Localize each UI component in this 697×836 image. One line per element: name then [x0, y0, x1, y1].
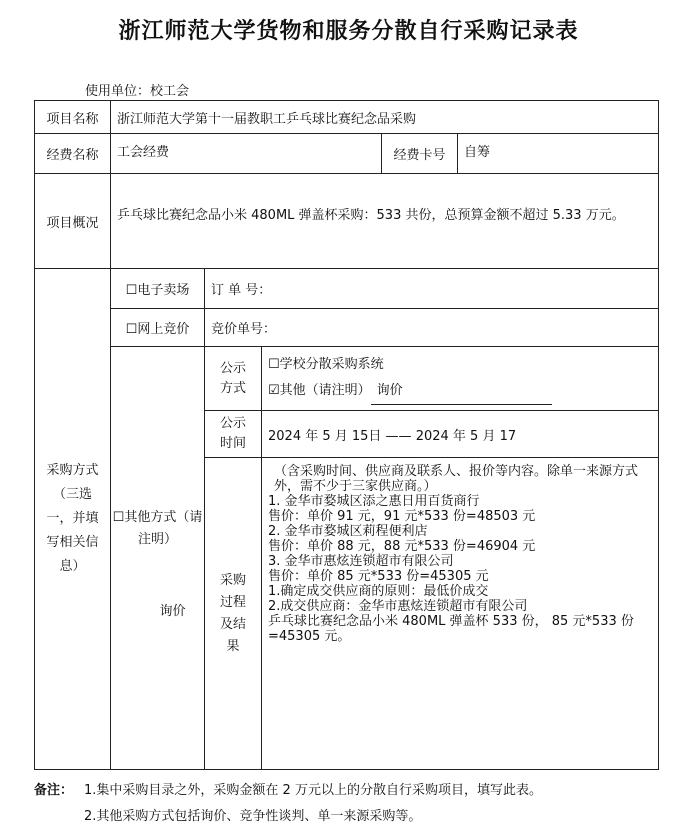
process-line: 售价：单价 88 元，88 元*533 份=46904 元	[268, 539, 536, 554]
procurement-form-table	[34, 100, 659, 770]
method-other-checkbox[interactable]: ☐其他方式（请注明）	[112, 510, 203, 547]
publicity-option-other[interactable]	[268, 378, 658, 405]
page-title: 浙江师范大学货物和服务分散自行采购记录表	[118, 19, 579, 44]
project-name-value[interactable]: 浙江师范大学第十一届教职工乒乓球比赛纪念品采购	[111, 101, 659, 134]
method-online-bid-checkbox[interactable]: ☐网上竞价	[111, 309, 205, 347]
process-line: 2.成交供应商：金华市惠炫连锁超市有限公司	[268, 599, 528, 614]
note-item: 2.其他采购方式包括询价、竞争性谈判、单一来源采购等。	[84, 809, 422, 824]
fund-card-value[interactable]: 自筹	[458, 134, 659, 174]
publicity-method-label: 公示方式	[205, 347, 262, 411]
publicity-method-options	[262, 347, 659, 411]
notes-label: 备注：	[34, 783, 74, 798]
method-label: 采购方式（三选一，并填写相关信息）	[35, 269, 111, 770]
process-line: 1. 金华市婺城区添之惠日用百货商行	[268, 494, 480, 509]
using-unit: 使用单位：校工会	[85, 84, 190, 99]
bid-no-field[interactable]: 竞价单号：	[205, 309, 659, 347]
fund-name-label: 经费名称	[35, 134, 111, 174]
process-content[interactable]	[262, 458, 659, 770]
process-line: 1.确定成交供应商的原则：最低价成交	[268, 584, 489, 599]
process-line: 乒乓球比赛纪念品小米 480ML 弹盖杯 533 份， 85 元*533 份=45305 元。	[268, 614, 634, 644]
order-no-field[interactable]: 订 单 号：	[205, 269, 659, 309]
method-other-value: 询价	[159, 604, 186, 619]
notes	[34, 778, 542, 830]
overview-label: 项目概况	[35, 174, 111, 269]
publicity-time-value[interactable]: 2024 年 5 月 15日 —— 2024 年 5 月 17	[262, 411, 659, 458]
process-line: 售价：单价 85 元*533 份=45305 元	[268, 569, 489, 584]
method-other-cell[interactable]	[111, 347, 205, 770]
process-line: 售价：单价 91 元，91 元*533 份=48503 元	[268, 509, 536, 524]
fund-card-label: 经费卡号	[382, 134, 458, 174]
method-ecommerce-checkbox[interactable]: ☐电子卖场	[111, 269, 205, 309]
process-label: 采购过程及结果	[205, 458, 262, 770]
publicity-option-other-value[interactable]: 询价	[371, 378, 552, 405]
note-item: 1.集中采购目录之外，采购金额在 2 万元以上的分散自行采购项目，填写此表。	[84, 783, 542, 798]
process-line: 3. 金华市惠炫连锁超市有限公司	[268, 554, 454, 569]
project-name-label: 项目名称	[35, 101, 111, 134]
publicity-option-system[interactable]: ☐学校分散采购系统	[268, 357, 384, 372]
publicity-time-label: 公示时间	[205, 411, 262, 458]
overview-value[interactable]: 乒乓球比赛纪念品小米 480ML 弹盖杯采购：533 共份，总预算金额不超过 5.33 万元。	[111, 174, 659, 269]
fund-name-value[interactable]: 工会经费	[111, 134, 382, 174]
publicity-option-other-checkbox[interactable]: ☑其他（请注明）	[268, 383, 371, 398]
process-line: （含采购时间、供应商及联系人、报价等内容。除单一来源方式外，需不少于三家供应商。）	[274, 464, 639, 494]
process-line: 2. 金华市婺城区莉程便利店	[268, 524, 428, 539]
